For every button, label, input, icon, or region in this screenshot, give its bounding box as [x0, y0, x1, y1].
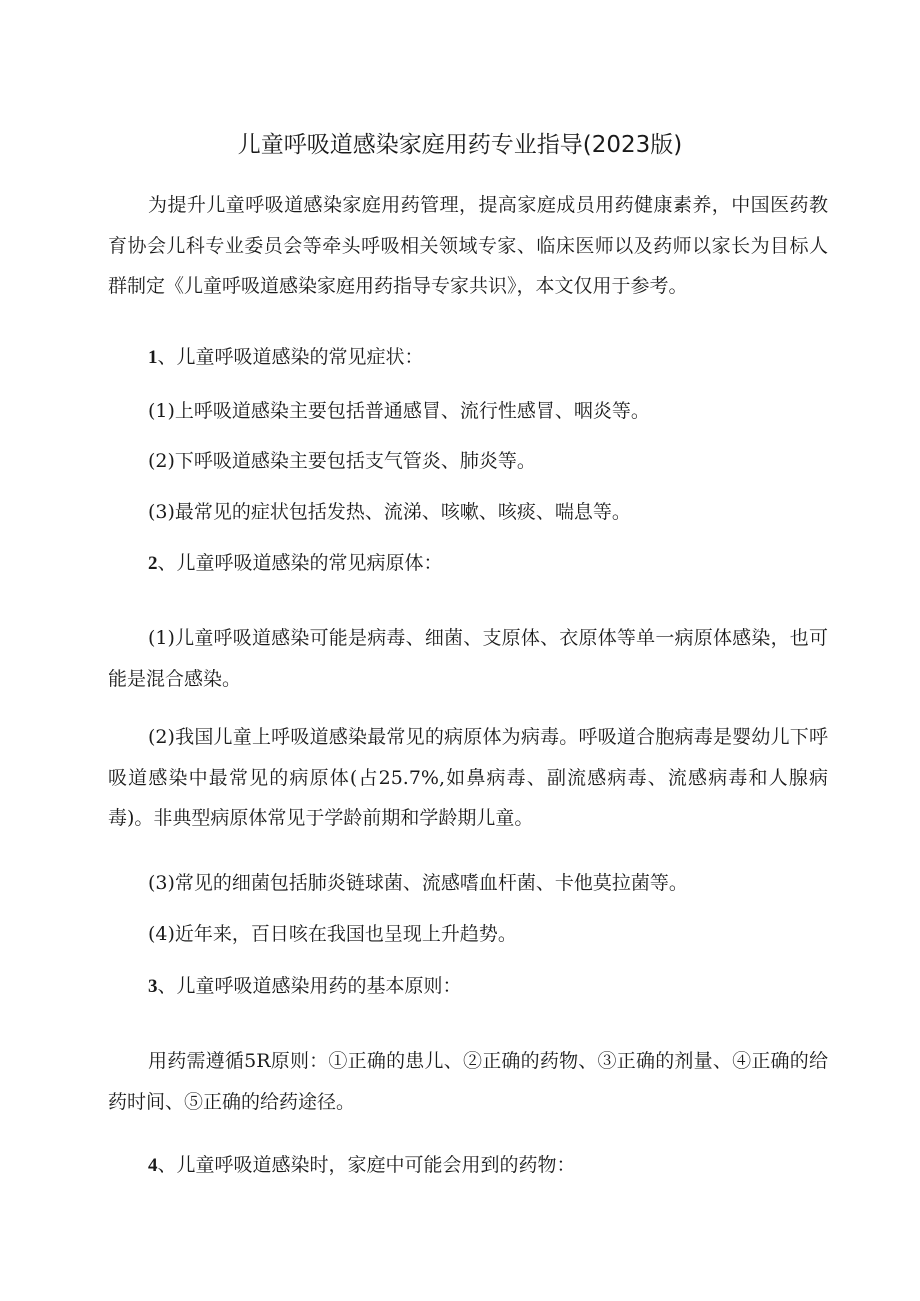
section-4-number: 4 [148, 1155, 158, 1176]
section-2-item-1: (1)儿童呼吸道感染可能是病毒、细菌、支原体、衣原体等单一病原体感染，也可能是混合感染。 [108, 627, 828, 690]
section-3-item-1: 用药需遵循5R原则：①正确的患儿、②正确的药物、③正确的剂量、④正确的给药时间、⑤正确的给药途径。 [108, 1050, 828, 1113]
section-1-heading-text: 、儿童呼吸道感染的常见症状： [157, 346, 424, 368]
section-2-number: 2 [148, 553, 158, 574]
section-1-item-2: (2)下呼吸道感染主要包括支气管炎、肺炎等。 [148, 450, 536, 472]
document-title: 儿童呼吸道感染家庭用药专业指导(2023版) [237, 132, 683, 158]
section-1-item-3: (3)最常见的症状包括发热、流涕、咳嗽、咳痰、喘息等。 [148, 501, 631, 523]
section-4-heading-text: 、儿童呼吸道感染时，家庭中可能会用到的药物： [157, 1154, 576, 1176]
section-2-heading [108, 543, 828, 585]
section-2-item-3: (3)常见的细菌包括肺炎链球菌、流感嗜血杆菌、卡他莫拉菌等。 [148, 872, 688, 894]
section-3-heading-text: 、儿童呼吸道感染用药的基本原则： [157, 975, 462, 997]
section-2-item-2: (2)我国儿童上呼吸道感染最常见的病原体为病毒。呼吸道合胞病毒是婴幼儿下呼吸道感染中最常见的病原体(占25.7%,如鼻病毒、副流感病毒、流感病毒和人腺病毒)。非典型病原体常见于学龄前期和学龄期儿童。 [108, 726, 828, 829]
section-2-item-4: (4)近年来，百日咳在我国也呈现上升趋势。 [148, 923, 517, 945]
section-3-heading [108, 966, 828, 1008]
section-1-number: 1 [148, 347, 158, 368]
section-2-heading-text: 、儿童呼吸道感染的常见病原体： [157, 552, 443, 574]
intro-paragraph: 为提升儿童呼吸道感染家庭用药管理，提高家庭成员用药健康素养，中国医药教育协会儿科专业委员会等牵头呼吸相关领域专家、临床医师以及药师以家长为目标人群制定《儿童呼吸道感染家庭用药指导专家共识》，本文仅用于参考。 [108, 194, 828, 297]
section-1-item-1: (1)上呼吸道感染主要包括普通感冒、流行性感冒、咽炎等。 [148, 400, 650, 422]
section-4-heading [108, 1145, 828, 1187]
section-3-number: 3 [148, 976, 158, 997]
section-1-heading [108, 337, 828, 379]
